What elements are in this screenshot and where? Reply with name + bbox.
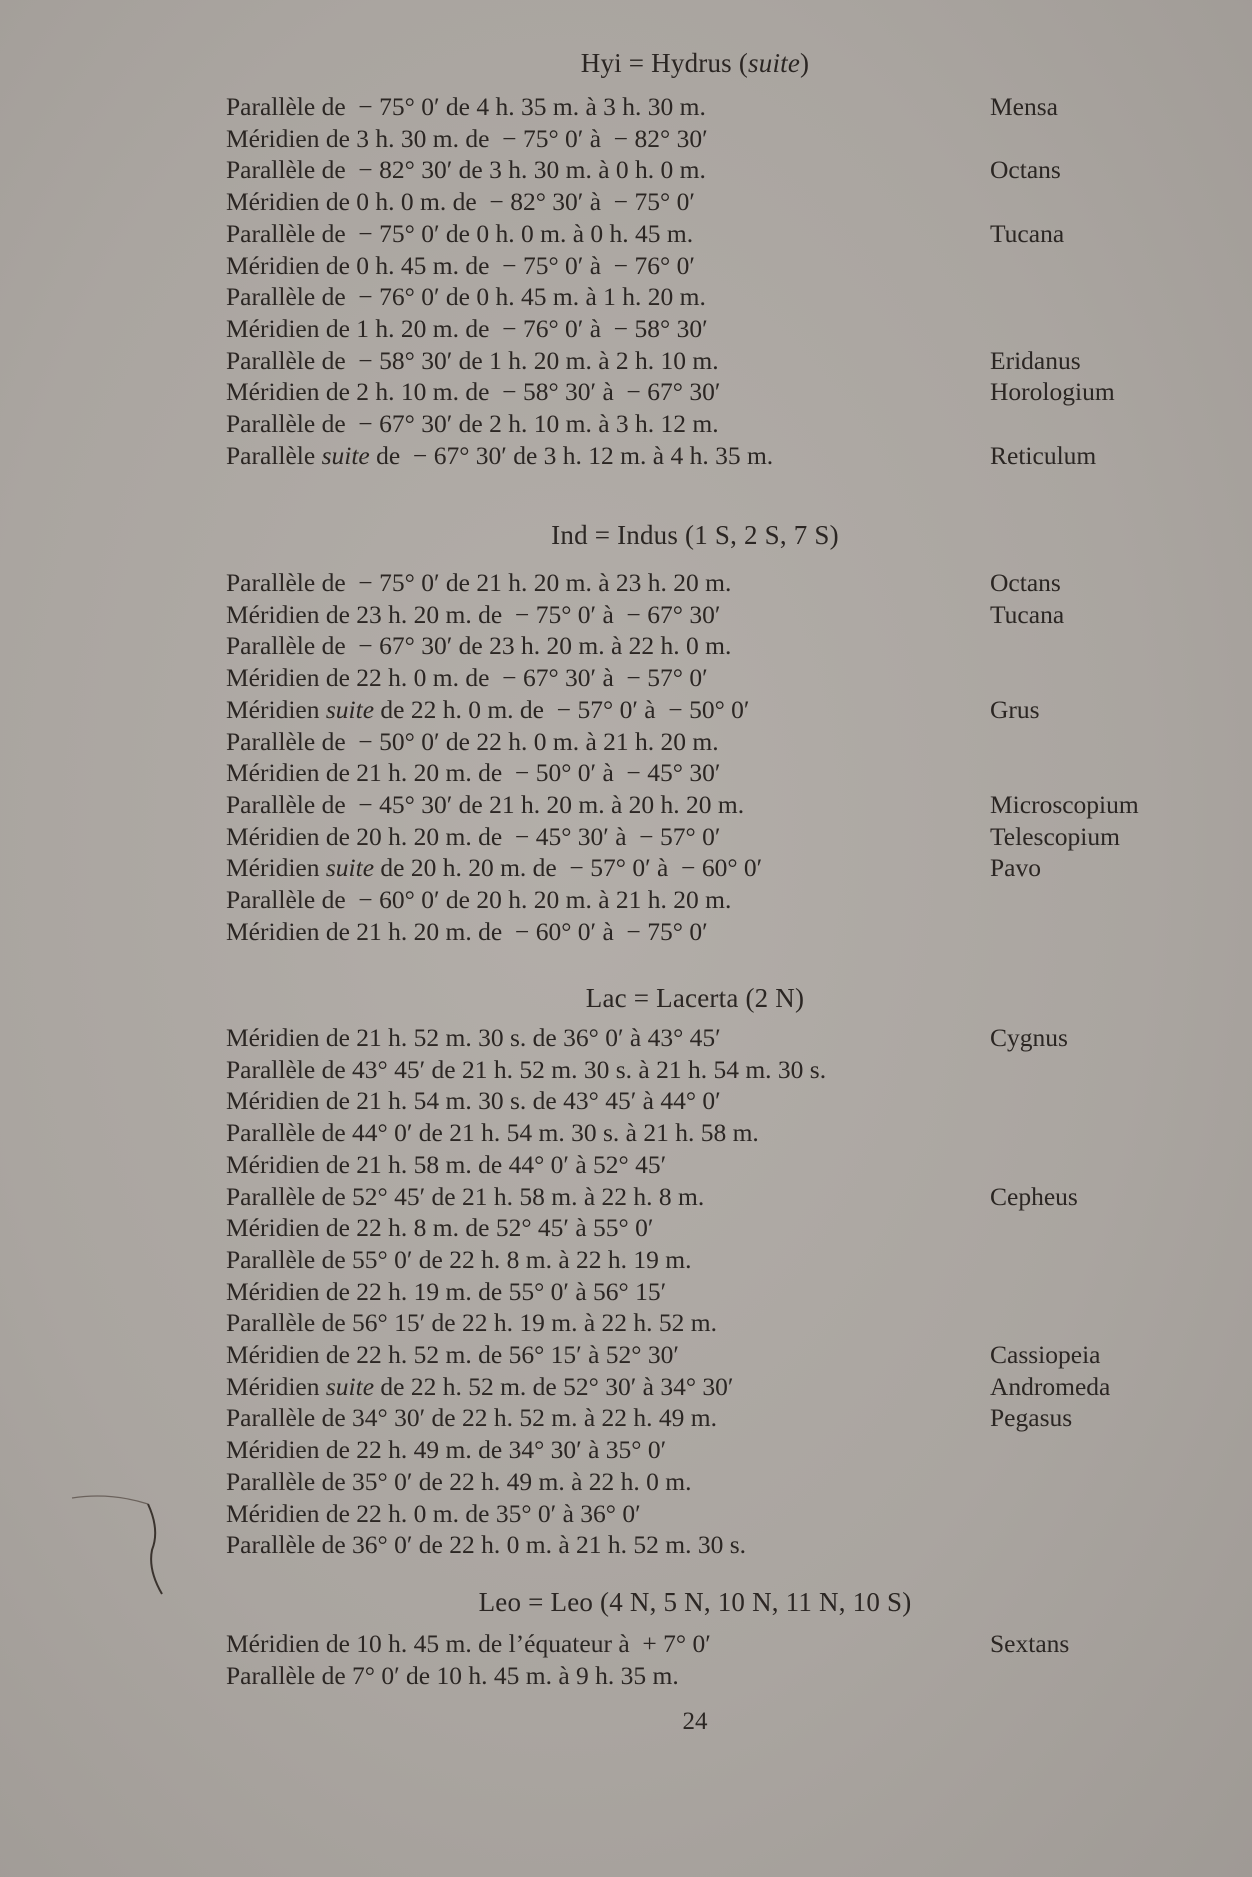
boundary-kind: Parallèle — [226, 155, 316, 185]
section-heading: Ind = Indus (1 S, 2 S, 7 S) — [551, 520, 839, 550]
boundary-coordinates: de 20 h. 20 m. de − 45° 30′ à − 57° 0′ — [319, 821, 721, 851]
boundary-row — [226, 852, 762, 884]
boundary-kind: Méridien — [226, 694, 320, 724]
boundary-coordinates: de − 67° 30′ de 3 h. 12 m. à 4 h. 35 m. — [369, 440, 774, 470]
boundary-row — [226, 281, 706, 313]
boundary-row — [226, 440, 773, 472]
neighbor-constellation: Reticulum — [990, 440, 1097, 470]
boundary-coordinates: de − 60° 0′ de 20 h. 20 m. à 21 h. 20 m. — [315, 885, 732, 914]
neighbor-constellation: Cygnus — [990, 1023, 1068, 1052]
boundary-coordinates: de 44° 0′ de 21 h. 54 m. 30 s. à 21 h. 58 m. — [315, 1118, 759, 1148]
boundary-kind: Parallèle — [226, 1118, 316, 1148]
boundary-coordinates: de 2 h. 10 m. de − 58° 30′ à − 67° 30′ — [319, 377, 721, 407]
boundary-row — [226, 1149, 666, 1181]
boundary-kind: Parallèle — [226, 218, 316, 248]
boundary-kind: Parallèle — [226, 1181, 316, 1211]
section-heading: Hyi = Hydrus (suite) — [580, 48, 810, 78]
neighbor-constellation: Octans — [990, 568, 1061, 597]
boundary-row — [226, 630, 731, 662]
boundary-row — [226, 1498, 641, 1530]
boundary-coordinates: de 21 h. 20 m. de − 50° 0′ à − 45° 30′ — [319, 758, 721, 788]
boundary-kind: Parallèle — [226, 92, 316, 121]
suite-marker: suite — [325, 1371, 375, 1401]
boundary-kind: Méridien — [226, 1340, 320, 1369]
boundary-kind: Parallèle — [226, 345, 316, 375]
boundary-row — [226, 694, 750, 726]
boundary-row — [226, 218, 693, 250]
boundary-kind: Méridien — [226, 1213, 320, 1243]
neighbor-constellation: Grus — [990, 694, 1040, 724]
boundary-coordinates: de − 45° 30′ de 21 h. 20 m. à 20 h. 20 m. — [315, 789, 745, 819]
boundary-row — [226, 1085, 721, 1117]
neighbor-constellation: Pavo — [990, 853, 1041, 883]
boundary-coordinates: de − 75° 0′ de 0 h. 0 m. à 0 h. 45 m. — [315, 218, 694, 248]
boundary-kind: Parallèle — [226, 631, 316, 661]
boundary-kind: Méridien — [226, 1149, 320, 1179]
boundary-coordinates: de 22 h. 0 m. de 35° 0′ à 36° 0′ — [319, 1498, 641, 1528]
boundary-row — [226, 1212, 653, 1244]
boundary-kind: Méridien — [226, 1276, 320, 1306]
handwritten-bracket-mark — [70, 1490, 170, 1600]
boundary-coordinates: de 0 h. 0 m. de − 82° 30′ à − 75° 0′ — [319, 187, 695, 217]
boundary-kind: Méridien — [226, 1086, 320, 1116]
boundary-coordinates: de 20 h. 20 m. de − 57° 0′ à − 60° 0′ — [374, 853, 763, 883]
boundary-kind: Méridien — [226, 663, 320, 693]
boundary-row — [226, 567, 731, 599]
boundary-coordinates: de 1 h. 20 m. de − 76° 0′ à − 58° 30′ — [319, 313, 708, 343]
boundary-row — [226, 1434, 666, 1466]
boundary-kind: Méridien — [226, 1371, 320, 1401]
boundary-coordinates: de − 50° 0′ de 22 h. 0 m. à 21 h. 20 m. — [315, 726, 719, 756]
boundary-kind: Parallèle — [226, 409, 316, 438]
boundary-coordinates: de − 75° 0′ de 21 h. 20 m. à 23 h. 20 m. — [315, 568, 732, 597]
boundary-kind: Parallèle — [226, 1660, 316, 1690]
boundary-kind: Méridien — [226, 1629, 320, 1658]
boundary-coordinates: de 7° 0′ de 10 h. 45 m. à 9 h. 35 m. — [315, 1660, 679, 1690]
boundary-row — [226, 1529, 746, 1561]
section-heading: Lac = Lacerta (2 N) — [585, 983, 805, 1013]
boundary-coordinates: de − 75° 0′ de 4 h. 35 m. à 3 h. 30 m. — [315, 92, 706, 121]
boundary-kind: Méridien — [226, 1435, 320, 1465]
boundary-row — [226, 1371, 734, 1403]
boundary-coordinates: de 21 h. 52 m. 30 s. de 36° 0′ à 43° 45′ — [319, 1023, 721, 1052]
boundary-coordinates: de 22 h. 52 m. de 52° 30′ à 34° 30′ — [374, 1371, 734, 1401]
boundary-row — [226, 884, 731, 916]
boundary-row — [226, 250, 695, 282]
boundary-kind: Méridien — [226, 599, 320, 629]
boundary-kind: Méridien — [226, 758, 320, 788]
boundary-coordinates: de 22 h. 0 m. de − 67° 30′ à − 57° 0′ — [319, 663, 708, 693]
neighbor-constellation: Sextans — [990, 1629, 1070, 1658]
boundary-row — [226, 313, 708, 345]
boundary-coordinates: de − 82° 30′ de 3 h. 30 m. à 0 h. 0 m. — [315, 155, 706, 185]
boundary-kind: Méridien — [226, 123, 320, 153]
neighbor-constellation: Octans — [990, 155, 1061, 185]
boundary-row — [226, 154, 706, 186]
boundary-row — [226, 1628, 711, 1660]
neighbor-constellation: Pegasus — [990, 1403, 1073, 1433]
boundary-coordinates: de 22 h. 52 m. de 56° 15′ à 52° 30′ — [319, 1340, 679, 1369]
neighbor-constellation: Mensa — [990, 92, 1058, 121]
boundary-kind: Méridien — [226, 313, 320, 343]
boundary-row — [226, 1022, 721, 1054]
boundary-row — [226, 1181, 704, 1213]
boundary-row — [226, 345, 719, 377]
heading-suite: suite — [748, 48, 801, 78]
boundary-row — [226, 916, 708, 948]
boundary-row — [226, 789, 744, 821]
boundary-kind: Parallèle — [226, 1308, 316, 1338]
boundary-row — [226, 123, 708, 155]
boundary-coordinates: de − 67° 30′ de 23 h. 20 m. à 22 h. 0 m. — [315, 631, 732, 661]
boundary-coordinates: de − 76° 0′ de 0 h. 45 m. à 1 h. 20 m. — [315, 282, 706, 312]
boundary-row — [226, 91, 706, 123]
boundary-kind: Parallèle — [226, 789, 316, 819]
boundary-row — [226, 1244, 691, 1276]
boundary-coordinates: de 23 h. 20 m. de − 75° 0′ à − 67° 30′ — [319, 599, 721, 629]
boundary-row — [226, 1307, 717, 1339]
boundary-coordinates: de 35° 0′ de 22 h. 49 m. à 22 h. 0 m. — [315, 1466, 692, 1496]
page-number: 24 — [682, 1708, 708, 1735]
neighbor-constellation: Telescopium — [990, 821, 1120, 851]
boundary-kind: Parallèle — [226, 1054, 316, 1084]
boundary-coordinates: de 36° 0′ de 22 h. 0 m. à 21 h. 52 m. 30 s. — [315, 1530, 747, 1560]
boundary-coordinates: de 34° 30′ de 22 h. 52 m. à 22 h. 49 m. — [315, 1403, 717, 1433]
boundary-kind: Méridien — [226, 916, 320, 946]
boundary-row — [226, 186, 695, 218]
boundary-kind: Méridien — [226, 821, 320, 851]
section-heading: Leo = Leo (4 N, 5 N, 10 N, 11 N, 10 S) — [478, 1587, 912, 1617]
boundary-kind: Méridien — [226, 250, 320, 280]
suite-marker: suite — [321, 440, 370, 470]
neighbor-constellation: Cepheus — [990, 1181, 1078, 1211]
boundary-kind: Parallèle — [226, 885, 316, 914]
boundary-row — [226, 376, 720, 408]
boundary-kind: Méridien — [226, 1023, 320, 1052]
boundary-row — [226, 1054, 826, 1086]
boundary-coordinates: de 22 h. 0 m. de − 57° 0′ à − 50° 0′ — [374, 694, 750, 724]
suite-marker: suite — [325, 853, 375, 883]
boundary-row — [226, 1466, 691, 1498]
boundary-coordinates: de 21 h. 54 m. 30 s. de 43° 45′ à 44° 0′ — [319, 1086, 721, 1116]
boundary-kind: Parallèle — [226, 726, 316, 756]
boundary-kind: Méridien — [226, 1498, 320, 1528]
boundary-row — [226, 1117, 759, 1149]
boundary-coordinates: de 56° 15′ de 22 h. 19 m. à 22 h. 52 m. — [315, 1308, 717, 1338]
boundary-row — [226, 726, 719, 758]
boundary-kind: Méridien — [226, 187, 320, 217]
boundary-row — [226, 1660, 679, 1692]
boundary-kind: Parallèle — [226, 1466, 316, 1496]
boundary-row — [226, 408, 719, 440]
neighbor-constellation: Andromeda — [990, 1371, 1111, 1401]
boundary-kind: Parallèle — [226, 282, 316, 312]
boundary-coordinates: de 22 h. 8 m. de 52° 45′ à 55° 0′ — [319, 1213, 654, 1243]
boundary-coordinates: de 43° 45′ de 21 h. 52 m. 30 s. à 21 h. 54 m. 30 s. — [315, 1054, 827, 1084]
boundary-coordinates: de 10 h. 45 m. de l’équateur à + 7° 0′ — [319, 1629, 711, 1658]
boundary-kind: Parallèle — [226, 1244, 316, 1274]
boundary-row — [226, 662, 708, 694]
boundary-coordinates: de 0 h. 45 m. de − 75° 0′ à − 76° 0′ — [319, 250, 695, 280]
boundary-coordinates: de 52° 45′ de 21 h. 58 m. à 22 h. 8 m. — [315, 1181, 705, 1211]
boundary-kind: Méridien — [226, 377, 320, 407]
neighbor-constellation: Eridanus — [990, 345, 1081, 375]
neighbor-constellation: Microscopium — [990, 789, 1139, 819]
boundary-kind: Parallèle — [226, 568, 316, 597]
boundary-coordinates: de 3 h. 30 m. de − 75° 0′ à − 82° 30′ — [319, 123, 708, 153]
boundary-coordinates: de 21 h. 58 m. de 44° 0′ à 52° 45′ — [319, 1149, 667, 1179]
neighbor-constellation: Horologium — [990, 377, 1115, 407]
boundary-kind: Parallèle — [226, 440, 316, 470]
neighbor-constellation: Tucana — [990, 599, 1065, 629]
suite-marker: suite — [325, 694, 375, 724]
boundary-coordinates: de 21 h. 20 m. de − 60° 0′ à − 75° 0′ — [319, 916, 708, 946]
boundary-row — [226, 1339, 679, 1371]
heading-text: Hyi = Hydrus — [580, 48, 739, 78]
boundary-coordinates: de 22 h. 49 m. de 34° 30′ à 35° 0′ — [319, 1435, 667, 1465]
neighbor-constellation: Cassiopeia — [990, 1340, 1101, 1369]
neighbor-constellation: Tucana — [990, 218, 1065, 248]
boundary-kind: Méridien — [226, 853, 320, 883]
boundary-coordinates: de 22 h. 19 m. de 55° 0′ à 56° 15′ — [319, 1276, 667, 1306]
boundary-coordinates: de − 67° 30′ de 2 h. 10 m. à 3 h. 12 m. — [315, 409, 719, 438]
boundary-kind: Parallèle — [226, 1530, 316, 1560]
boundary-row — [226, 599, 720, 631]
boundary-row — [226, 757, 720, 789]
boundary-row — [226, 1402, 717, 1434]
boundary-row — [226, 1276, 666, 1308]
boundary-coordinates: de 55° 0′ de 22 h. 8 m. à 22 h. 19 m. — [315, 1244, 692, 1274]
boundary-coordinates: de − 58° 30′ de 1 h. 20 m. à 2 h. 10 m. — [315, 345, 719, 375]
boundary-kind: Parallèle — [226, 1403, 316, 1433]
boundary-row — [226, 821, 720, 853]
